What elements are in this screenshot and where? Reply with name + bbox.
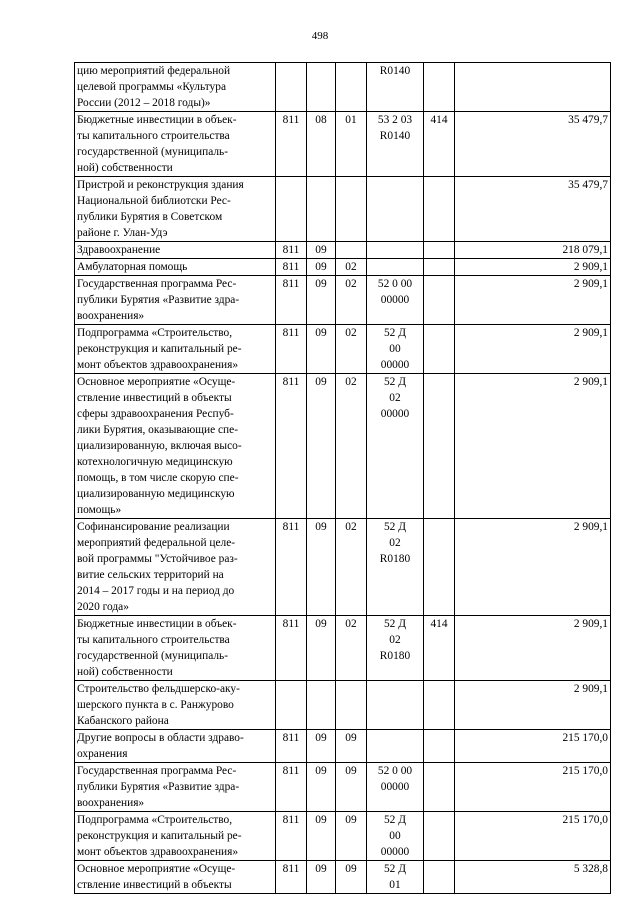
row-section-code-cell	[307, 177, 336, 242]
row-name-line: государственной (муниципаль-	[77, 650, 229, 662]
row-name-line: Государственная программа Рес-	[77, 765, 237, 777]
row-name-line: шерского пункта в с. Ранжурово	[77, 699, 234, 711]
row-name-cell	[75, 177, 276, 242]
row-name-line: монт объектов здравоохранения»	[77, 359, 239, 371]
row-name-line: Основное мероприятие «Осуще-	[77, 863, 236, 875]
row-name-line: 2020 года»	[77, 601, 129, 613]
row-target-article-line: R0180	[379, 553, 411, 565]
row-target-article-line: 52 Д	[383, 327, 406, 339]
row-amount-cell: 215 170,0	[455, 730, 611, 763]
row-name-cell	[75, 519, 276, 616]
row-target-article-line: 52 Д	[383, 814, 406, 826]
row-grbs-code-cell: 811	[276, 763, 307, 812]
row-name-line: ты капитального строительства	[77, 130, 230, 142]
row-target-article-line: 52 Д	[383, 521, 406, 533]
row-amount-cell: 5 328,8	[455, 861, 611, 894]
row-target-article-line: 52 Д	[383, 863, 406, 875]
table-row	[75, 374, 611, 519]
row-target-article-line: 53 2 03	[377, 114, 413, 126]
row-subsection-code-cell	[336, 177, 367, 242]
row-amount-cell: 2 909,1	[455, 374, 611, 519]
row-amount-cell: 35 479,7	[455, 177, 611, 242]
row-name-line: 2014 – 2017 годы и на период до	[77, 585, 235, 597]
row-name-line: Другие вопросы в области здраво-	[77, 732, 244, 744]
row-subsection-code-cell: 02	[336, 325, 367, 374]
row-name-line: воохранения»	[77, 310, 145, 322]
row-name-line: Здравоохранение	[77, 244, 161, 256]
row-name-line: охранения	[77, 748, 128, 760]
row-name-line: сферы здравоохранения Респуб-	[77, 408, 234, 420]
row-grbs-code-cell: 811	[276, 730, 307, 763]
row-expense-type-cell	[424, 63, 455, 112]
row-target-article-cell	[367, 325, 424, 374]
row-expense-type-cell	[424, 242, 455, 259]
row-target-article-line: 00000	[380, 781, 410, 793]
row-name-cell	[75, 763, 276, 812]
row-grbs-code-cell: 811	[276, 519, 307, 616]
row-name-line: лики Бурятия, оказывающие спе-	[77, 424, 238, 436]
row-name-line: ной) собственности	[77, 666, 173, 678]
row-section-code-cell: 08	[307, 112, 336, 177]
row-section-code-cell: 09	[307, 325, 336, 374]
row-name-line: России (2012 – 2018 годы)»	[77, 97, 211, 109]
row-section-code-cell: 09	[307, 812, 336, 861]
row-name-line: Пристрой и реконструкция здания	[77, 179, 244, 191]
row-target-article-line: R0140	[379, 65, 411, 77]
row-grbs-code-cell: 811	[276, 374, 307, 519]
row-target-article-line: 02	[389, 392, 401, 404]
row-target-article-line: 00000	[380, 846, 410, 858]
row-subsection-code-cell: 09	[336, 812, 367, 861]
row-name-line: целевой программы «Культура	[77, 81, 227, 93]
row-subsection-code-cell: 02	[336, 616, 367, 681]
row-target-article-cell	[367, 112, 424, 177]
row-name-cell	[75, 259, 276, 276]
table-row	[75, 325, 611, 374]
row-subsection-code-cell: 02	[336, 374, 367, 519]
row-name-line: ствление инвестиций в объекты	[77, 879, 232, 891]
row-target-article-cell	[367, 519, 424, 616]
table-row	[75, 259, 611, 276]
row-target-article-cell	[367, 276, 424, 325]
table-row	[75, 861, 611, 894]
row-amount-cell: 2 909,1	[455, 681, 611, 730]
row-name-line: Бюджетные инвестиции в объек-	[77, 114, 237, 126]
row-amount-cell: 2 909,1	[455, 325, 611, 374]
row-amount-cell: 215 170,0	[455, 763, 611, 812]
row-target-article-line: 02	[389, 537, 401, 549]
row-grbs-code-cell: 811	[276, 112, 307, 177]
row-target-article-line: 00	[389, 343, 401, 355]
row-subsection-code-cell	[336, 242, 367, 259]
row-section-code-cell: 09	[307, 259, 336, 276]
row-target-article-line: 52 0 00	[377, 278, 413, 290]
row-target-article-line: 01	[389, 879, 401, 891]
table-row	[75, 519, 611, 616]
row-section-code-cell	[307, 681, 336, 730]
row-name-line: Строительство фельдшерско-аку-	[77, 683, 240, 695]
row-target-article-line: 00000	[380, 408, 410, 420]
row-name-line: котехнологичную медицинскую	[77, 456, 233, 468]
row-subsection-code-cell: 02	[336, 519, 367, 616]
table-row	[75, 730, 611, 763]
row-amount-cell: 218 079,1	[455, 242, 611, 259]
row-name-line: Национальной библиотски Рес-	[77, 195, 231, 207]
row-grbs-code-cell: 811	[276, 259, 307, 276]
row-subsection-code-cell: 01	[336, 112, 367, 177]
table-row	[75, 177, 611, 242]
row-name-cell	[75, 63, 276, 112]
row-grbs-code-cell: 811	[276, 616, 307, 681]
row-target-article-line: 02	[389, 634, 401, 646]
row-subsection-code-cell: 02	[336, 276, 367, 325]
row-expense-type-cell	[424, 325, 455, 374]
budget-table	[74, 62, 611, 894]
row-name-line: реконструкция и капитальный ре-	[77, 830, 242, 842]
row-name-line: ствление инвестиций в объекты	[77, 392, 232, 404]
row-subsection-code-cell	[336, 63, 367, 112]
row-amount-cell: 215 170,0	[455, 812, 611, 861]
row-section-code-cell: 09	[307, 374, 336, 519]
row-amount-cell: 2 909,1	[455, 616, 611, 681]
row-target-article-line: 52 Д	[383, 618, 406, 630]
row-grbs-code-cell: 811	[276, 276, 307, 325]
row-name-line: публики Бурятия «Развитие здра-	[77, 294, 240, 306]
row-expense-type-cell	[424, 730, 455, 763]
row-section-code-cell: 09	[307, 730, 336, 763]
row-section-code-cell: 09	[307, 616, 336, 681]
row-target-article-line: 52 0 00	[377, 765, 413, 777]
row-name-line: районе г. Улан-Удэ	[77, 227, 168, 239]
row-target-article-cell	[367, 763, 424, 812]
row-name-line: цию мероприятий федеральной	[77, 65, 231, 77]
row-section-code-cell: 09	[307, 763, 336, 812]
row-target-article-cell	[367, 242, 424, 259]
row-subsection-code-cell: 09	[336, 861, 367, 894]
row-expense-type-cell: 414	[424, 616, 455, 681]
row-target-article-cell	[367, 259, 424, 276]
row-grbs-code-cell: 811	[276, 861, 307, 894]
row-grbs-code-cell	[276, 63, 307, 112]
row-grbs-code-cell: 811	[276, 812, 307, 861]
row-expense-type-cell	[424, 763, 455, 812]
row-name-line: Государственная программа Рес-	[77, 278, 237, 290]
row-section-code-cell: 09	[307, 276, 336, 325]
table-row	[75, 763, 611, 812]
row-section-code-cell	[307, 63, 336, 112]
row-name-line: мероприятий федеральной целе-	[77, 537, 236, 549]
row-name-cell	[75, 616, 276, 681]
row-name-line: Амбулаторная помощь	[77, 261, 188, 273]
row-grbs-code-cell: 811	[276, 325, 307, 374]
row-target-article-cell	[367, 730, 424, 763]
row-expense-type-cell	[424, 519, 455, 616]
row-expense-type-cell	[424, 812, 455, 861]
row-target-article-cell	[367, 861, 424, 894]
row-expense-type-cell	[424, 276, 455, 325]
row-expense-type-cell	[424, 861, 455, 894]
row-section-code-cell: 09	[307, 242, 336, 259]
table-row	[75, 112, 611, 177]
row-target-article-cell	[367, 177, 424, 242]
row-name-line: Бюджетные инвестиции в объек-	[77, 618, 237, 630]
row-name-cell	[75, 374, 276, 519]
row-name-line: Кабанского района	[77, 715, 169, 727]
table-row	[75, 681, 611, 730]
table-row	[75, 616, 611, 681]
row-target-article-line: R0140	[379, 130, 411, 142]
row-name-line: циализированную, включая высо-	[77, 440, 242, 452]
table-row	[75, 63, 611, 112]
row-grbs-code-cell	[276, 681, 307, 730]
row-subsection-code-cell: 09	[336, 763, 367, 812]
row-name-cell	[75, 112, 276, 177]
row-name-line: вой программы "Устойчивое раз-	[77, 553, 238, 565]
row-amount-cell: 2 909,1	[455, 259, 611, 276]
table-row	[75, 242, 611, 259]
row-name-line: ты капитального строительства	[77, 634, 230, 646]
row-name-cell	[75, 730, 276, 763]
row-name-line: публики Бурятия «Развитие здра-	[77, 781, 240, 793]
row-name-line: Софинансирование реализации	[77, 521, 230, 533]
row-target-article-cell	[367, 812, 424, 861]
row-subsection-code-cell	[336, 681, 367, 730]
row-target-article-line: R0180	[379, 650, 411, 662]
row-target-article-cell	[367, 616, 424, 681]
row-name-line: Подпрограмма «Строительство,	[77, 327, 233, 339]
row-target-article-cell	[367, 63, 424, 112]
row-name-line: Основное мероприятие «Осуще-	[77, 376, 236, 388]
row-name-line: помощь, в том числе скорую спе-	[77, 472, 239, 484]
row-expense-type-cell	[424, 259, 455, 276]
row-name-cell	[75, 325, 276, 374]
row-target-article-cell	[367, 374, 424, 519]
row-name-line: ной) собственности	[77, 162, 173, 174]
row-amount-cell: 2 909,1	[455, 276, 611, 325]
row-subsection-code-cell: 09	[336, 730, 367, 763]
row-name-line: воохранения»	[77, 797, 145, 809]
row-name-line: помощь»	[77, 504, 122, 516]
row-expense-type-cell	[424, 681, 455, 730]
row-target-article-cell	[367, 681, 424, 730]
row-target-article-line: 00	[389, 830, 401, 842]
page-number: 498	[311, 30, 329, 42]
row-section-code-cell: 09	[307, 861, 336, 894]
row-name-cell	[75, 861, 276, 894]
row-name-line: государственной (муниципаль-	[77, 146, 229, 158]
row-target-article-line: 00000	[380, 359, 410, 371]
row-amount-cell: 35 479,7	[455, 112, 611, 177]
row-amount-cell: 2 909,1	[455, 519, 611, 616]
row-expense-type-cell: 414	[424, 112, 455, 177]
table-row	[75, 276, 611, 325]
row-grbs-code-cell	[276, 177, 307, 242]
table-row	[75, 812, 611, 861]
row-subsection-code-cell: 02	[336, 259, 367, 276]
row-name-line: циализированную медицинскую	[77, 488, 235, 500]
row-expense-type-cell	[424, 177, 455, 242]
row-amount-cell	[455, 63, 611, 112]
row-section-code-cell: 09	[307, 519, 336, 616]
row-name-line: монт объектов здравоохранения»	[77, 846, 239, 858]
row-name-cell	[75, 276, 276, 325]
row-name-line: витие сельских территорий на	[77, 569, 224, 581]
budget-table-body	[75, 63, 611, 894]
row-name-cell	[75, 681, 276, 730]
row-grbs-code-cell: 811	[276, 242, 307, 259]
row-name-cell	[75, 242, 276, 259]
row-name-line: Подпрограмма «Строительство,	[77, 814, 233, 826]
row-name-line: публики Бурятия в Советском	[77, 211, 223, 223]
row-target-article-line: 00000	[380, 294, 410, 306]
row-target-article-line: 52 Д	[383, 376, 406, 388]
row-expense-type-cell	[424, 374, 455, 519]
row-name-cell	[75, 812, 276, 861]
row-name-line: реконструкция и капитальный ре-	[77, 343, 242, 355]
